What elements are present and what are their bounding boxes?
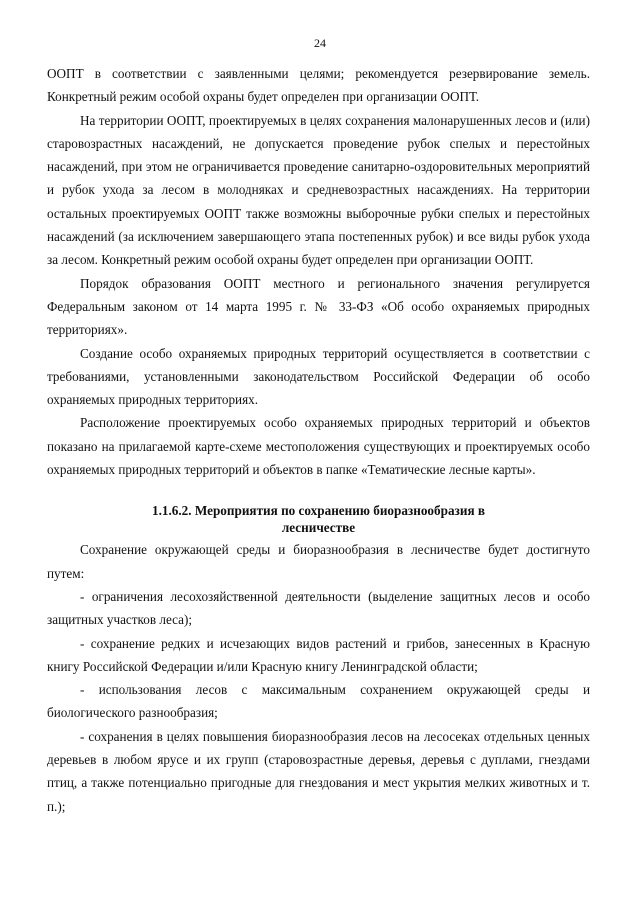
- page-number: 24: [314, 36, 326, 50]
- section-heading-line1: 1.1.6.2. Мероприятия по сохранению биоразнообразия в: [151, 503, 485, 519]
- list-item: - сохранение редких и исчезающих видов растений и грибов, занесенных в Красную книгу Российской Федерации и/или Красную книгу Ленинградской области;: [47, 635, 590, 674]
- list-item: - сохранения в целях повышения биоразнообразия лесов на лесосеках отдельных ценных деревьев в любом ярусе и их групп (старовозрастные деревья, деревья с дуплами, гнездами птиц, а также потенциально пригодные для гнездования и мест укрытия мелких животных и т. п.);: [47, 728, 590, 814]
- body-text: [47, 62, 590, 818]
- paragraph-intro: Сохранение окружающей среды и биоразнообразия в лесничестве будет достигнуто путем:: [47, 542, 590, 581]
- paragraph-logging-restrictions: На территории ООПТ, проектируемых в целях сохранения малонарушенных лесов и (или) старовозрастных насаждений, не допускается проведение рубок спелых и перестойных насаждений, при этом не ограничивается проведение санитарно-оздоровительных мероприятий и рубок ухода за лесом в молодняках и средневозрастных насаждениях. На территории остальных проектируемых ООПТ также возможны выборочные рубки спелых и перестойных насаждений (за исключением завершающего этапа постепенных рубок) и все виды рубок ухода за лесом. Конкретный режим особой охраны будет определен при организации ООПТ.: [47, 112, 590, 268]
- section-heading: [47, 503, 590, 536]
- list-item: - использования лесов с максимальным сохранением окружающей среды и биологического разнообразия;: [47, 682, 590, 721]
- paragraph-location-map: Расположение проектируемых особо охраняемых природных территорий и объектов показано на прилагаемой карте-схеме местоположения существующих и проектируемых особо охраняемых природных территорий и объектов в папке «Тематические лесные карты».: [47, 415, 590, 478]
- list-item: - ограничения лесохозяйственной деятельности (выделение защитных лесов и особо защитных участков леса);: [47, 588, 590, 628]
- paragraph-federal-law: Порядок образования ООПТ местного и регионального значения регулируется Федеральным законом от 14 марта 1995 г. № 33-ФЗ «Об особо охраняемых природных территориях».: [47, 275, 590, 338]
- paragraph-creation: Создание особо охраняемых природных территорий осуществляется в соответствии с требованиями, установленными законодательством Российской Федерации об особо охраняемых природных территориях.: [47, 345, 590, 408]
- paragraph-continuation: ООПТ в соответствии с заявленными целями; рекомендуется резервирование земель. Конкретный режим особой охраны будет определен при организации ООПТ.: [47, 66, 590, 105]
- section-heading-line2: лесничестве: [281, 519, 356, 535]
